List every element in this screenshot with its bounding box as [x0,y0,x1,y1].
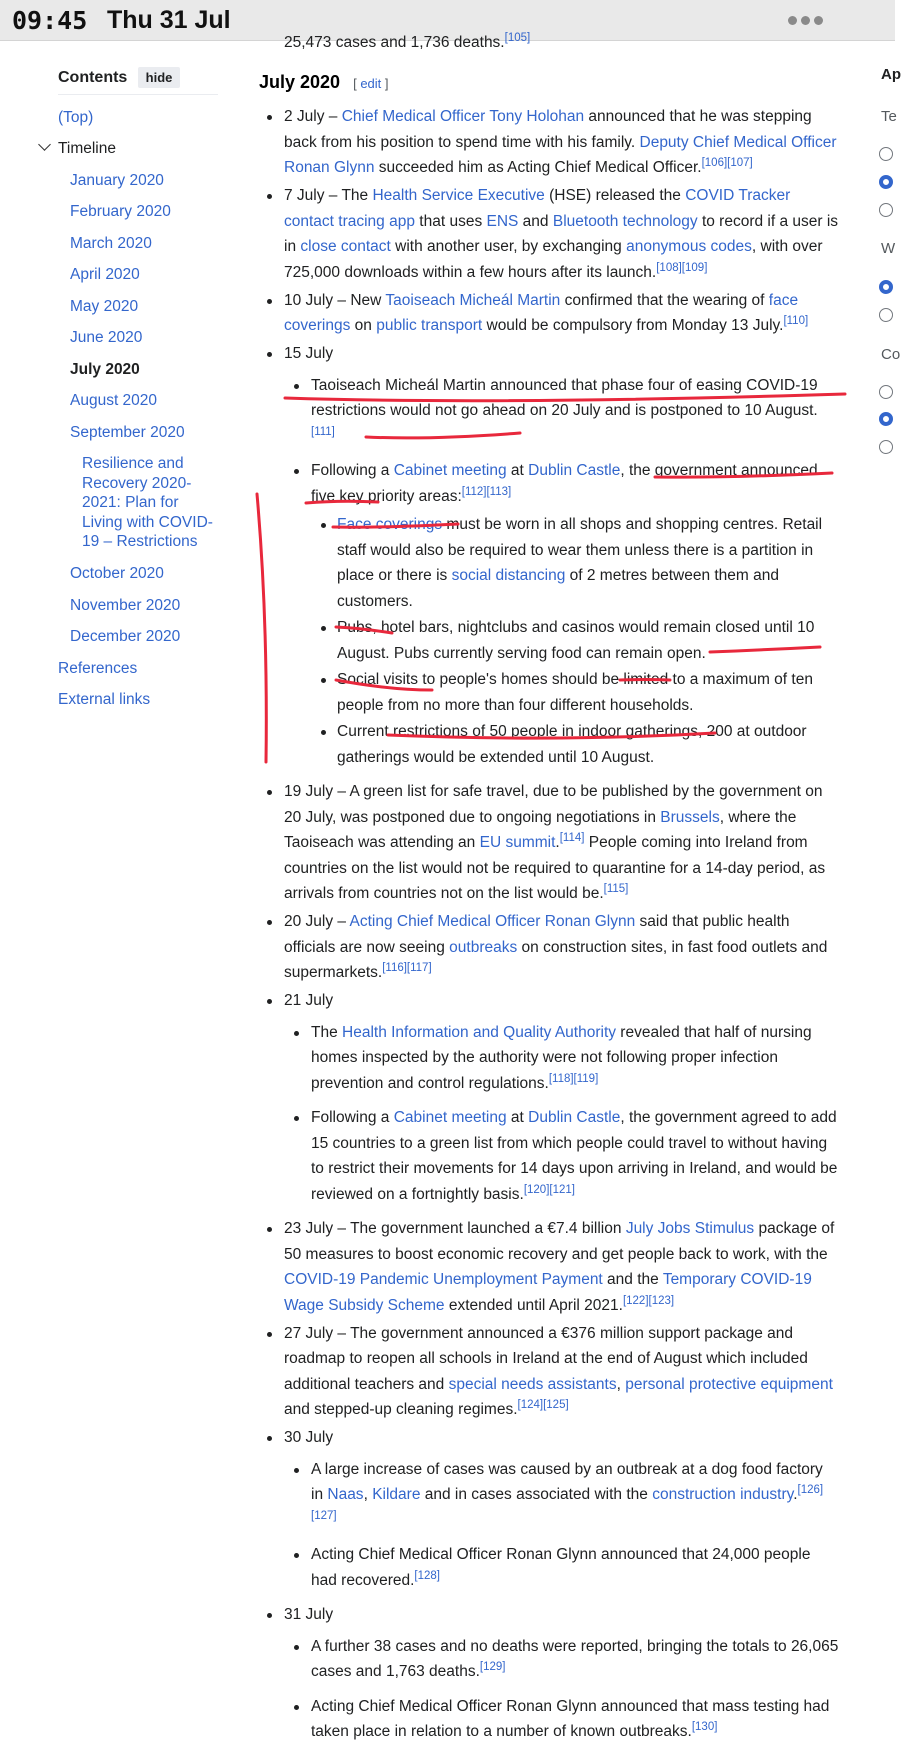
appearance-panel [878,0,901,1712]
citation[interactable]: [122][123] [622,1294,675,1307]
link[interactable]: Temporary COVID-19 Wage Subsidy Scheme [284,1271,812,1314]
link[interactable]: face coverings [284,291,799,334]
section-edit-link[interactable]: [ edit ] [353,76,389,91]
link[interactable]: Bluetooth technology [552,212,698,230]
radio-option[interactable] [879,203,893,217]
toc-item-august-2020[interactable]: August 2020 [70,392,158,409]
link[interactable]: Naas [327,1486,364,1503]
contents-heading: Contents [58,69,128,86]
toc-item-external-links[interactable]: External links [58,691,151,708]
list-item: 30 July A large increase of cases was caused by an outbreak at a dog food factory in Naas, Kildare and in cases associated with the construction industry.[126] [127] Acting Chief Medical Officer Ronan Glynn announced that 24,000 people had recovered.[128] [259,1425,839,1593]
list-item: 10 July – New Taoiseach Micheál Martin confirmed that the wearing of face coverings on public transport would be compulsory from Monday 13 July.[110] [259,288,839,339]
citation[interactable]: [118][119] [548,1072,599,1085]
link[interactable]: social distancing [451,567,566,584]
multitask-dots-icon[interactable] [788,12,827,30]
list-item: 20 July – Acting Chief Medical Officer Ronan Glynn said that public health officials are now seeing outbreaks on construction sites, in fast food outlets and supermarkets.[116][117] [259,909,839,986]
list-item: 19 July – A green list for safe travel, due to be published by the government on 20 July, was postponed due to ongoing negotiations in Brussels, where the Taoiseach was attending an EU summit.[114] People coming into Ireland from countries on the list would not be required to quarantine for a 14-day period, as arrivals from countries not on the list would be.[115] [259,779,839,907]
radio-option[interactable] [879,147,893,161]
toc-item-july-2020-current[interactable]: July 2020 [70,361,140,378]
list-item: Current restrictions of 50 people in indoor gatherings, 200 at outdoor gatherings would be extended until 10 August. [311,719,839,770]
list-item: Following a Cabinet meeting at Dublin Castle, the government agreed to add 15 countries to a green list from which people could travel to without having to restrict their movements for 14 days upon arriving in Ireland, and would be reviewed on a fortnightly basis.[120][121] [284,1105,839,1207]
citation[interactable]: [130] [691,1720,718,1733]
toc-item-may-2020[interactable]: May 2020 [70,298,139,315]
list-item: Taoiseach Micheál Martin announced that phase four of easing COVID-19 restrictions would not go ahead on 20 July and is postponed to 10 August.[111] [284,373,839,450]
list-item: Pubs, hotel bars, nightclubs and casinos would remain closed until 10 August. Pubs currently serving food can remain open. [311,615,839,666]
radio-option[interactable] [879,440,893,454]
list-item: 7 July – The Health Service Executive (HSE) released the COVID Tracker contact tracing app that uses ENS and Bluetooth technology to record if a user is in close contact with another user, by exchanging anonymous codes, with over 725,000 downloads within a few hours after its launch.[108][109] [259,183,839,285]
citation[interactable]: [111] [311,425,335,438]
panel-label-color: Co [881,346,901,363]
citation[interactable]: [120][121] [523,1183,575,1196]
radio-option-selected[interactable] [879,280,893,294]
link[interactable]: EU summit [479,834,556,851]
section-heading [259,72,389,93]
citation[interactable]: [110] [783,314,809,327]
toc-item-june-2020[interactable]: June 2020 [70,329,143,346]
link[interactable]: COVID Tracker contact tracing app [284,187,791,230]
citation[interactable]: [129] [479,1660,506,1673]
list-item: Acting Chief Medical Officer Ronan Glynn announced that mass testing had taken place in relation to a number of known outbreaks.[130] [284,1694,839,1745]
link[interactable]: Health Service Executive [372,187,545,204]
list-item: 15 July Taoiseach Micheál Martin announced that phase four of easing COVID-19 restrictions would not go ahead on 20 July and is postponed to 10 August.[111] Following a Cabinet meeting at Dublin Castle, the government announced five key priority areas:[112][113] Face coverings must be worn in all shops and shopping centres. Retail staff would also be required to wear them unless there is a partition in place or there is social distancing of 2 metres between them and customers. Pubs, hotel bars, nightclubs and casinos would remain closed until 10 August. Pubs currently serving food can remain open. Social visits to people's homes should be limited to a maximum of ten people from no more than four different households. Current restrictions of 50 people in indoor gatherings, 200 at outdoor gatherings would be extended until 10 August. [259,341,839,770]
status-time: 09:45 [12,6,88,35]
link[interactable]: Taoiseach Micheál Martin [385,291,561,309]
list-item: 27 July – The government announced a €376 million support package and roadmap to reopen all schools in Ireland at the end of August which included additional teachers and special needs assistants, personal protective equipment and stepped-up cleaning regimes.[124][125] [259,1321,839,1423]
link[interactable]: Face coverings [337,516,443,533]
list-item: 31 July A further 38 cases and no deaths were reported, bringing the totals to 26,065 cases and 1,763 deaths.[129] Acting Chief Medical Officer Ronan Glynn announced that mass testing had taken place in relation to a number of known outbreaks.[130] [259,1602,839,1745]
divider [58,94,218,95]
link[interactable]: Health Information and Quality Authority [342,1023,616,1041]
toc-item-september-2020[interactable]: September 2020 [70,424,185,441]
toc-item-february-2020[interactable]: February 2020 [70,203,171,220]
link[interactable]: ENS [486,212,519,230]
link[interactable]: Deputy Chief Medical Officer Ronan Glynn [284,133,837,176]
list-item: Face coverings must be worn in all shops and shopping centres. Retail staff would also be required to wear them unless there is a partition in place or there is social distancing of 2 metres between them and customers. [311,512,839,614]
toc-item-timeline[interactable]: Timeline [58,139,116,159]
link[interactable]: anonymous codes [626,238,752,255]
section-title: July 2020 [259,72,341,92]
chevron-down-icon[interactable] [38,138,51,151]
link[interactable]: July Jobs Stimulus [625,1220,755,1237]
citation[interactable]: [127] [311,1509,337,1522]
link[interactable]: Cabinet meeting [393,1109,507,1126]
status-date: Thu 31 Jul [107,6,231,34]
citation[interactable]: [108][109] [656,261,708,274]
link[interactable]: COVID-19 Pandemic Unemployment Payment [284,1271,603,1288]
link[interactable]: personal protective equipment [625,1375,833,1393]
link[interactable]: Kildare [372,1486,421,1503]
radio-option[interactable] [879,308,893,322]
list-item: A further 38 cases and no deaths were reported, bringing the totals to 26,065 cases and 1,763 deaths.[129] [284,1634,839,1685]
link[interactable]: Brussels [660,808,720,826]
panel-label-text: Te [881,108,897,125]
panel-heading: Ap [881,66,901,83]
citation[interactable]: [115] [603,882,629,895]
citation[interactable]: [126] [797,1483,824,1496]
link[interactable]: Dublin Castle [528,1109,621,1126]
previous-section-tail: 25,473 cases and 1,736 deaths.[105] [284,31,531,51]
link[interactable]: public transport [376,317,483,334]
radio-option-selected[interactable] [879,175,893,189]
toc-item-references[interactable]: References [58,660,138,677]
toc-item-december-2020[interactable]: December 2020 [70,628,181,645]
article-body [259,104,839,1754]
toc-item-october-2020[interactable]: October 2020 [70,565,164,582]
link[interactable]: Cabinet meeting [393,462,507,479]
citation[interactable]: [116][117] [382,961,432,974]
citation[interactable]: [106][107] [701,156,753,169]
link[interactable]: Dublin Castle [528,462,621,479]
radio-option-selected[interactable] [879,412,893,426]
toc-item-november-2020[interactable]: November 2020 [70,597,181,614]
link[interactable]: construction industry [652,1486,794,1503]
toc-item-april-2020[interactable]: April 2020 [70,266,140,283]
citation[interactable]: [124][125] [517,1398,569,1411]
list-item: 2 July – Chief Medical Officer Tony Holohan announced that he was stepping back from his position to spend time with his family. Deputy Chief Medical Officer Ronan Glynn succeeded him as Acting Chief Medical Officer.[106][107] [259,104,839,181]
list-item: Social visits to people's homes should be limited to a maximum of ten people from no more than four different households. [311,667,839,718]
list-item: 23 July – The government launched a €7.4 billion July Jobs Stimulus package of 50 measures to boost economic recovery and get people back to work, with the COVID-19 Pandemic Unemployment Payment and the Temporary COVID-19 Wage Subsidy Scheme extended until April 2021.[122][123] [259,1216,839,1318]
link[interactable]: Acting Chief Medical Officer Ronan Glynn [349,913,636,930]
citation[interactable]: [105] [504,31,531,44]
link[interactable]: special needs assistants [448,1375,617,1393]
link[interactable]: Chief Medical Officer Tony Holohan [341,108,585,125]
list-item: Acting Chief Medical Officer Ronan Glynn announced that 24,000 people had recovered.[128] [284,1542,839,1593]
toc-item-resilience-plan[interactable]: Resilience and Recovery 2020- 2021: Plan for Living with COVID- 19 – Restrictions [82,455,213,551]
citation[interactable]: [112][113] [461,485,512,498]
list-item: The Health Information and Quality Authority revealed that half of nursing homes inspected by the authority were not following proper infection prevention and control regulations.[118][119] [284,1020,839,1097]
toc-item-january-2020[interactable]: January 2020 [70,172,164,189]
contents-hide-button[interactable]: hide [138,67,181,88]
toc-item-top[interactable]: (Top) [58,109,94,126]
link[interactable]: outbreaks [449,938,518,956]
link[interactable]: close contact [300,238,391,255]
citation[interactable]: [114] [559,831,585,844]
radio-option[interactable] [879,385,893,399]
list-item: 21 July The Health Information and Quality Authority revealed that half of nursing homes inspected by the authority were not following proper infection prevention and control regulations.[118][119] Following a Cabinet meeting at Dublin Castle, the government agreed to add 15 countries to a green list from which people could travel to without having to restrict their movements for 14 days upon arriving in Ireland, and would be reviewed on a fortnightly basis.[120][121] [259,988,839,1207]
citation[interactable]: [128] [414,1569,440,1582]
panel-label-width: W [881,240,896,257]
toc-item-march-2020[interactable]: March 2020 [70,235,152,252]
list-item: A large increase of cases was caused by an outbreak at a dog food factory in Naas, Kildare and in cases associated with the construction industry.[126] [127] [284,1457,839,1534]
list-item: Following a Cabinet meeting at Dublin Castle, the government announced five key priority areas:[112][113] Face coverings must be worn in all shops and shopping centres. Retail staff would also be required to wear them unless there is a partition in place or there is social distancing of 2 metres between them and customers. Pubs, hotel bars, nightclubs and casinos would remain closed until 10 August. Pubs currently serving food can remain open. Social visits to people's homes should be limited to a maximum of ten people from no more than four different households. Current restrictions of 50 people in indoor gatherings, 200 at outdoor gatherings would be extended until 10 August. [284,458,839,770]
